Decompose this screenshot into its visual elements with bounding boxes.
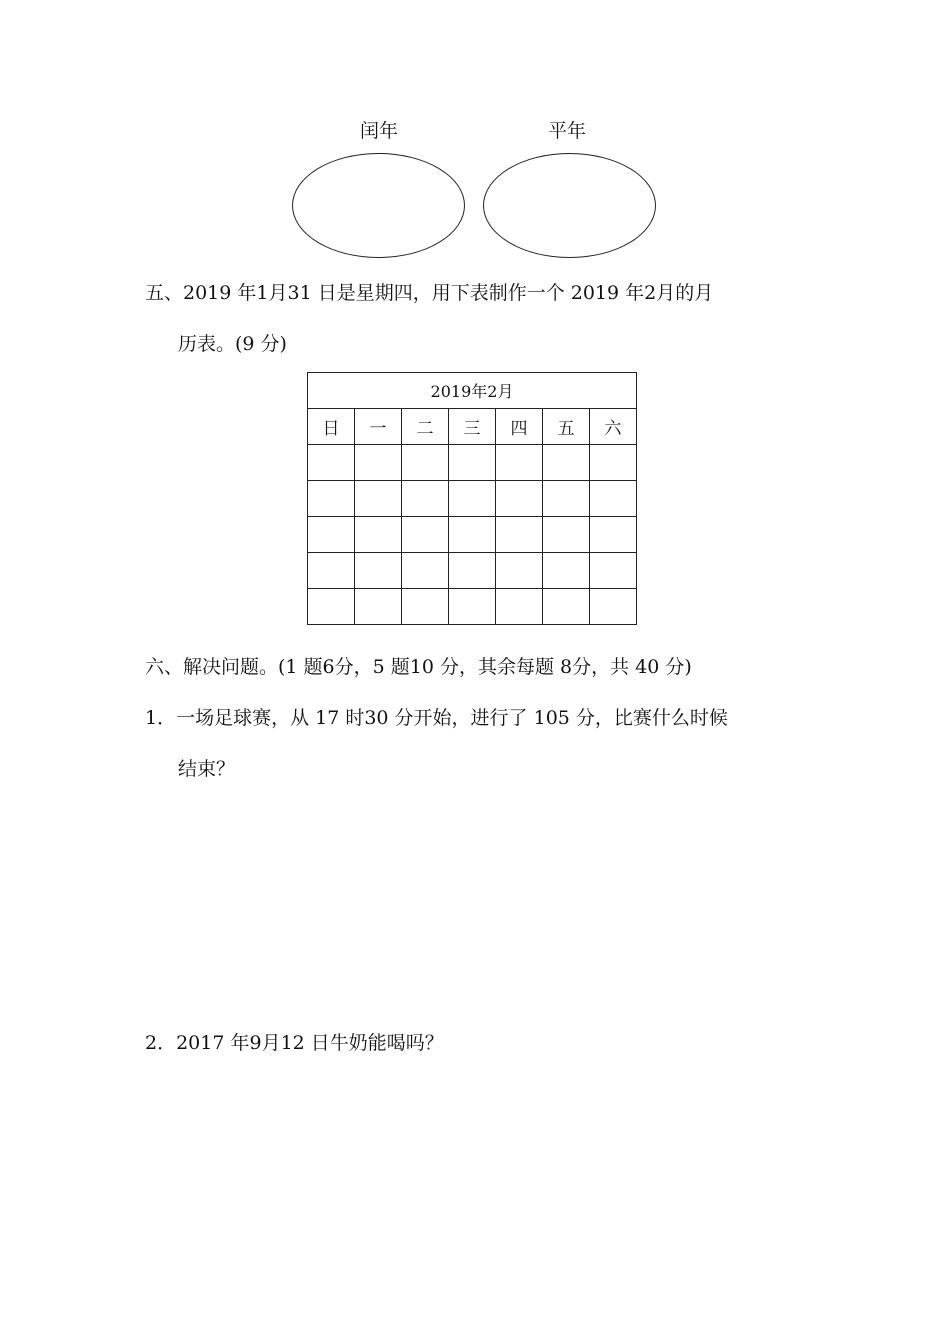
calendar-cell[interactable] (402, 481, 449, 517)
leap-year-label: 闰年 (360, 120, 399, 142)
calendar-cell[interactable] (496, 481, 543, 517)
section5-question-line1: 五、2019 年1月31 日是星期四，用下表制作一个 2019 年2月的月 (145, 282, 714, 304)
calendar-cell[interactable] (590, 553, 637, 589)
weekday-wed: 三 (449, 409, 496, 445)
calendar-week-row (308, 553, 637, 589)
calendar-cell[interactable] (308, 589, 355, 625)
calendar-cell[interactable] (308, 517, 355, 553)
calendar-cell[interactable] (355, 481, 402, 517)
section6-heading: 六、解决问题。(1 题6分，5 题10 分，其余每题 8分，共 40 分) (145, 656, 692, 678)
calendar-table (307, 372, 637, 625)
weekday-header-row (308, 409, 637, 445)
calendar-cell[interactable] (308, 445, 355, 481)
calendar-cell[interactable] (449, 517, 496, 553)
weekday-thu: 四 (496, 409, 543, 445)
calendar-cell[interactable] (402, 445, 449, 481)
calendar-cell[interactable] (543, 481, 590, 517)
calendar-cell[interactable] (590, 517, 637, 553)
calendar-cell[interactable] (449, 481, 496, 517)
section5-question-line2: 历表。(9 分) (178, 333, 287, 355)
calendar-week-row (308, 481, 637, 517)
calendar-week-row (308, 589, 637, 625)
weekday-sun: 日 (308, 409, 355, 445)
calendar-cell[interactable] (590, 589, 637, 625)
calendar-cell[interactable] (496, 553, 543, 589)
calendar-cell[interactable] (543, 553, 590, 589)
calendar-cell[interactable] (355, 517, 402, 553)
question1-line1: 1．一场足球赛，从 17 时30 分开始，进行了 105 分，比赛什么时候 (145, 707, 728, 729)
calendar-cell[interactable] (449, 589, 496, 625)
calendar-cell[interactable] (543, 445, 590, 481)
question2: 2．2017 年9月12 日牛奶能喝吗？ (145, 1032, 444, 1054)
calendar-cell[interactable] (308, 553, 355, 589)
leap-year-oval[interactable] (292, 153, 465, 258)
calendar-week-row (308, 445, 637, 481)
calendar-week-row (308, 517, 637, 553)
common-year-oval[interactable] (483, 153, 656, 258)
calendar-cell[interactable] (590, 445, 637, 481)
calendar-cell[interactable] (449, 553, 496, 589)
weekday-sat: 六 (590, 409, 637, 445)
calendar-cell[interactable] (543, 589, 590, 625)
weekday-mon: 一 (355, 409, 402, 445)
calendar-cell[interactable] (402, 589, 449, 625)
common-year-label: 平年 (548, 120, 587, 142)
calendar-cell[interactable] (496, 589, 543, 625)
calendar-title: 2019年2月 (308, 373, 637, 409)
question1-line2: 结束？ (178, 758, 236, 780)
weekday-tue: 二 (402, 409, 449, 445)
calendar-cell[interactable] (543, 517, 590, 553)
calendar-cell[interactable] (402, 517, 449, 553)
calendar-cell[interactable] (496, 517, 543, 553)
weekday-fri: 五 (543, 409, 590, 445)
calendar-cell[interactable] (355, 553, 402, 589)
calendar-cell[interactable] (496, 445, 543, 481)
calendar-cell[interactable] (402, 553, 449, 589)
calendar-cell[interactable] (355, 589, 402, 625)
calendar-cell[interactable] (449, 445, 496, 481)
calendar-cell[interactable] (308, 481, 355, 517)
calendar-cell[interactable] (355, 445, 402, 481)
calendar-cell[interactable] (590, 481, 637, 517)
